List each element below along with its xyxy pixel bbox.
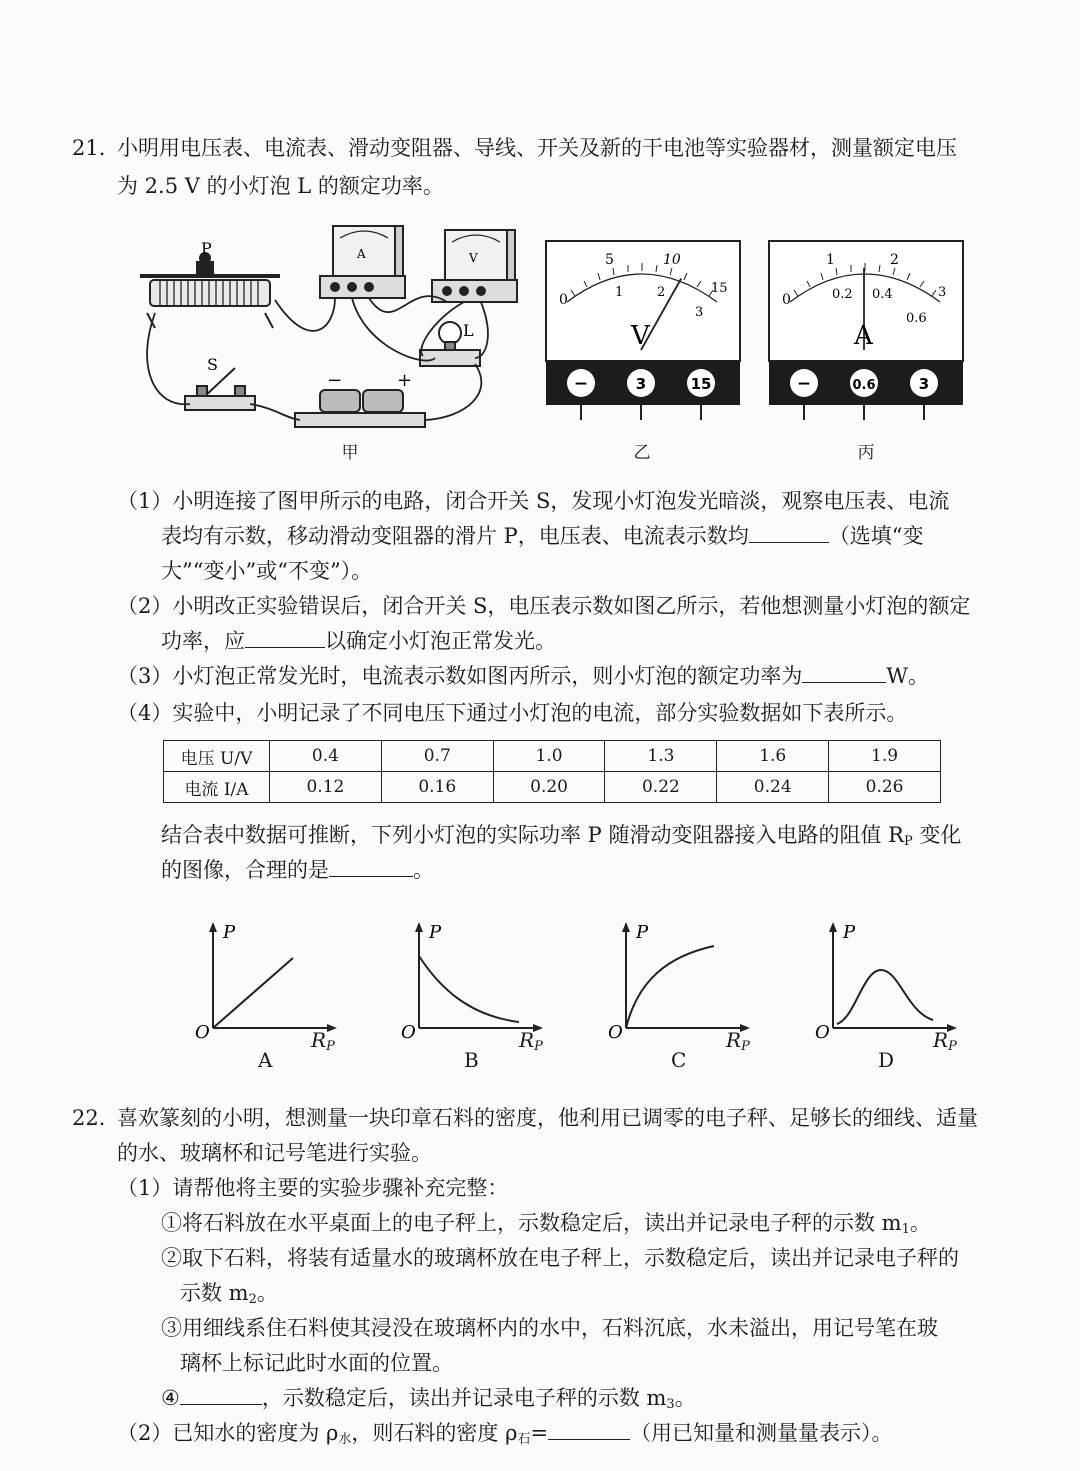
q22-p1: （1）请帮他将主要的实验步骤补充完整： [117,1176,509,1200]
table-cell: 0.7 [381,741,493,772]
q22-p2-answer-blank[interactable] [548,1419,630,1440]
q21-p1-line3: 大”“变小”或“不变”）。 [161,559,373,583]
table-cell: 0.4 [270,741,382,772]
q22-step4-sub: 3 [666,1397,675,1412]
q21-p3-line [117,662,929,690]
q22-step1-text: ①将石料放在水平桌面上的电子秤上，示数稳定后，读出并记录电子秤的示数 m [161,1211,902,1235]
label-S: S [207,355,218,374]
graph-a-xlabel: $R_P$ [311,1028,335,1054]
graph-b-xlabel: $R_P$ [519,1028,543,1054]
graph-d-ylabel: P [843,922,856,943]
q22-step1-sub: 1 [901,1222,910,1237]
voltmeter-scale-2: 2 [657,285,666,300]
label-plus: + [397,370,413,391]
voltmeter-terminal-15: 15 [690,375,712,393]
caption-bing: 丙 [857,443,875,463]
label-L: L [463,321,474,340]
ammeter-scale-1: 1 [826,252,835,268]
caption-jia: 甲 [341,443,359,463]
q21-p3-tail: W。 [886,664,929,688]
q21-p1-line2 [161,522,924,550]
table-cell: 0.20 [493,772,605,803]
q22-step4-num: ④ [161,1386,180,1410]
voltmeter-device-unit: V [469,251,478,265]
ammeter-scale-2: 2 [890,252,899,268]
q21-p4-line2-text: 结合表中数据可推断，下列小灯泡的实际功率 P 随滑动变阻器接入电路的阻值 R [161,823,904,847]
graph-c-option-label: C [671,1048,687,1072]
q21-p2-answer-blank[interactable] [245,627,325,648]
q21-p2-line2 [161,627,556,655]
q22-p2 [117,1419,893,1454]
graph-d-origin: O [815,1022,830,1040]
q22-step1 [161,1209,931,1244]
table-head-voltage: 电压 U/V [164,741,270,772]
q22-p2-mid: ，则石料的密度 ρ [351,1421,518,1445]
table-cell: 0.22 [605,772,717,803]
data-table [163,740,941,803]
table-cell: 1.0 [493,741,605,772]
figure-bing-ammeter [768,240,964,420]
rheostat [140,253,280,328]
q22-p2-sub-water: 水 [338,1432,352,1447]
table-cell: 0.12 [270,772,382,803]
q22-p2-sub-stone: 石 [517,1432,531,1447]
table-head-current: 电流 I/A [164,772,270,803]
voltmeter-terminal-3: 3 [635,375,647,393]
table-cell: 0.26 [829,772,941,803]
label-minus: − [327,370,343,391]
ammeter-terminal-3: 3 [918,375,930,393]
q22-step4 [161,1384,696,1419]
graph-b-option-label: B [464,1048,479,1072]
graph-a-origin: O [195,1022,210,1040]
graph-c-ylabel: P [636,922,649,943]
q22-step2-text: 示数 m [180,1281,249,1305]
q22-step2-line1: ②取下石料，将装有适量水的玻璃杯放在电子秤上，示数稳定后，读出并记录电子秤的 [161,1246,959,1270]
q21-p1-line2-text: 表均有示数，移动滑动变阻器的滑片 P，电压表、电流表示数均 [161,524,749,548]
caption-yi: 乙 [633,443,651,463]
q21-p2-line1: （2）小明改正实验错误后，闭合开关 S，电压表示数如图乙所示，若他想测量小灯泡的额定 [117,594,971,618]
voltmeter-scale-3: 3 [695,305,704,320]
ammeter-terminal-0.6: 0.6 [852,378,876,393]
graph-d-xlabel: $R_P$ [933,1028,957,1054]
q21-p1-line1: （1）小明连接了图甲所示的电路，闭合开关 S，发现小灯泡发光暗淡，观察电压表、电流 [117,489,950,513]
q21-p2-line2-tail: 以确定小灯泡正常发光。 [325,629,556,653]
q22-stem-line2: 的水、玻璃杯和记号笔进行实验。 [117,1141,432,1165]
voltmeter-device [432,230,517,302]
q21-p4-line2-tail: 变化 [912,823,962,847]
graph-c-xlabel: $R_P$ [726,1028,750,1054]
figure-yi-voltmeter [545,240,741,420]
q21-p4-line3 [161,856,434,884]
switch [185,368,255,410]
voltmeter-unit: V [631,321,650,351]
q21-stem-line1: 小明用电压表、电流表、滑动变阻器、导线、开关及新的干电池等实验器材，测量额定电压 [117,136,957,160]
q22-step4-answer-blank[interactable] [180,1384,262,1405]
q22-step2-sub: 2 [248,1292,257,1307]
q21-p4-line3-text: 的图像，合理的是 [161,858,329,882]
q22-stem-line1: 喜欢篆刻的小明，想测量一块印章石料的密度，他利用已调零的电子秤、足够长的细线、适量 [117,1106,978,1130]
table-cell: 1.3 [605,741,717,772]
ammeter-scale-0.6: 0.6 [906,311,927,326]
ammeter-unit: A [854,321,873,351]
q21-p4-line3-tail: 。 [413,858,434,882]
q21-p4-answer-blank[interactable] [329,856,413,877]
q22-step2-tail: 。 [256,1281,278,1305]
ammeter-terminal-minus: − [796,374,812,394]
q21-p4-line2 [161,821,961,856]
ammeter-zero: 0 [782,292,791,308]
q21-p4-line2-sub: P [903,834,913,849]
battery [295,390,425,427]
ammeter-scale-0.4: 0.4 [872,287,893,302]
voltmeter-scale-1: 1 [615,285,624,300]
graph-d-option-label: D [878,1048,895,1072]
table-cell: 0.24 [717,772,829,803]
q22-step3-line1: ③用细线系住石料使其浸没在玻璃杯内的水中，石料沉底，水未溢出，用记号笔在玻 [161,1316,938,1340]
q22-step1-tail: 。 [909,1211,931,1235]
ammeter-device-unit: A [357,247,366,261]
voltmeter-zero: 0 [559,292,568,308]
graph-c-origin: O [608,1022,623,1040]
q22-step2-line2 [180,1279,278,1314]
figure-jia-circuit [135,218,535,438]
q21-p3-text: （3）小灯泡正常发光时，电流表示数如图丙所示，则小灯泡的额定功率为 [117,664,803,688]
q21-p1-line2-tail: （选填“变 [828,524,924,548]
voltmeter-terminal-minus: − [573,374,589,394]
q22-p2-tail: （用已知量和测量量表示）。 [630,1421,893,1445]
graph-b-ylabel: P [429,922,442,943]
graph-option-b[interactable] [401,920,551,1070]
table-row-current [164,772,941,803]
q21-number: 21. [72,136,106,160]
graph-a-ylabel: P [223,922,236,943]
graph-option-d[interactable] [815,920,965,1070]
graph-option-c[interactable] [608,920,758,1070]
q21-p3-answer-blank[interactable] [802,662,886,683]
q21-p4-line: （4）实验中，小明记录了不同电压下通过小灯泡的电流，部分实验数据如下表所示。 [117,701,908,725]
ammeter-scale-0.2: 0.2 [832,287,853,302]
graph-b-origin: O [401,1022,416,1040]
ammeter-device [320,226,405,298]
voltmeter-scale-5: 5 [605,252,614,268]
table-row-voltage [164,741,941,772]
table-cell: 1.6 [717,741,829,772]
q22-number: 22. [72,1106,106,1130]
q22-step4-text: ，示数稳定后，读出并记录电子秤的示数 m [261,1386,667,1410]
label-P: P [201,239,212,258]
voltmeter-scale-10: 10 [663,252,681,268]
q22-p2-text: （2）已知水的密度为 ρ [117,1421,339,1445]
q22-p2-eq: = [530,1421,549,1445]
table-cell: 0.16 [381,772,493,803]
table-cell: 1.9 [829,741,941,772]
voltmeter-scale-15: 15 [711,281,728,296]
q21-stem-line2: 为 2.5 V 的小灯泡 L 的额定功率。 [117,174,444,198]
q22-step3-line2: 璃杯上标记此时水面的位置。 [180,1351,453,1375]
ammeter-scale-3: 3 [938,285,947,300]
q22-step4-end: 。 [674,1386,696,1410]
q21-p1-answer-blank[interactable] [749,522,829,543]
graph-a-option-label: A [258,1048,273,1072]
graph-option-a[interactable] [195,920,345,1070]
q21-p2-line2-text: 功率，应 [161,629,245,653]
